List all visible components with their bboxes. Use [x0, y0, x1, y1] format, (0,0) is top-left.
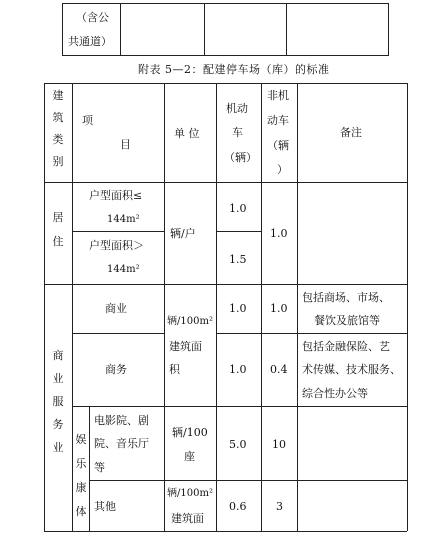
- commercial-row3-motor: 5.0: [229, 438, 247, 451]
- commercial-row1-remark-2: 餐饮及旅馆等: [314, 314, 380, 327]
- residential-item1-line1: 户型面积≤: [89, 189, 143, 202]
- rule: [44, 284, 407, 285]
- rule: [297, 83, 298, 531]
- header-item-a: 项: [82, 114, 93, 127]
- commercial-row3-item-2: 院、音乐厅: [94, 437, 149, 450]
- rule: [72, 231, 164, 232]
- commercial-unit-line1: 辆/100m²: [167, 316, 213, 327]
- commercial-row4-unit-1: 辆/100m²: [167, 488, 213, 499]
- entertainment-category: 娱 乐 康 体: [75, 433, 87, 518]
- rule: [72, 333, 164, 334]
- commercial-row4-motor: 0.6: [229, 500, 247, 513]
- table-caption: 附表 5—2：配建停车场（库）的标准: [138, 63, 330, 76]
- residential-item2-line1: 户型面积＞: [89, 239, 144, 252]
- commercial-row1-motor: 1.0: [229, 302, 247, 315]
- commercial-row2-motor: 1.0: [229, 363, 247, 376]
- rule: [89, 406, 90, 531]
- commercial-row2-remark-3: 综合性办公等: [302, 387, 368, 400]
- commercial-row2-remark-2: 术传媒、技术服务、: [302, 363, 401, 376]
- residential-item2-line2: 144m²: [107, 264, 140, 275]
- commercial-row4-nonmotor: 3: [276, 500, 283, 513]
- commercial-row4-unit-2: 建筑面: [171, 512, 204, 525]
- commercial-row3-unit-1: 辆/100: [172, 426, 208, 439]
- residential-nonmotor: 1.0: [270, 227, 288, 240]
- rule: [44, 182, 407, 183]
- rule: [62, 55, 389, 56]
- rule: [286, 3, 287, 56]
- rule: [120, 3, 121, 56]
- commercial-row3-item-3: 等: [94, 461, 105, 474]
- rule: [62, 3, 389, 4]
- rule: [44, 83, 45, 531]
- residential-motor1: 1.0: [229, 202, 247, 215]
- commercial-row4-item: 其他: [94, 500, 116, 513]
- commercial-row1-remark-1: 包括商场、市场、: [302, 291, 390, 304]
- rule: [44, 83, 407, 84]
- header-category: 建 筑 类 别: [52, 89, 64, 168]
- rule: [62, 3, 63, 56]
- commercial-row1-nonmotor: 1.0: [270, 302, 288, 315]
- commercial-row3-nonmotor: 10: [272, 438, 286, 451]
- rule: [204, 3, 205, 56]
- commercial-row2-item: 商务: [105, 363, 127, 376]
- commercial-unit-line3: 积: [169, 363, 180, 376]
- rule: [216, 333, 407, 334]
- rule: [164, 83, 165, 531]
- commercial-unit-line2: 建筑面: [169, 340, 202, 353]
- commercial-row1-item: 商业: [105, 302, 127, 315]
- commercial-row2-nonmotor: 0.4: [270, 363, 288, 376]
- residential-item1-line2: 144m²: [107, 214, 140, 225]
- rule: [72, 83, 73, 531]
- header-unit: 单 位: [174, 127, 200, 140]
- rule: [261, 83, 262, 531]
- rule: [44, 531, 407, 532]
- rule: [388, 3, 389, 56]
- header-nonmotor-1: 非机: [267, 89, 289, 102]
- header-motor-1: 机动: [226, 102, 248, 115]
- rule: [216, 231, 261, 232]
- rule: [216, 83, 217, 531]
- residential-unit: 辆/户: [170, 227, 196, 240]
- header-item-b: 目: [120, 138, 131, 151]
- rule: [407, 83, 408, 531]
- top-fragment-line1: （含公: [76, 11, 109, 24]
- residential-category: 居 住: [52, 211, 64, 248]
- header-motor-3: （辆）: [224, 151, 257, 164]
- header-motor-2: 车: [232, 126, 243, 139]
- top-fragment-line2: 共通道）: [68, 35, 112, 48]
- commercial-row2-remark-1: 包括金融保险、艺: [302, 340, 390, 353]
- header-nonmotor-2: 动车: [267, 114, 289, 127]
- commercial-category: 商 业 服 务 业: [52, 349, 64, 454]
- rule: [72, 406, 407, 407]
- header-nonmotor-4: ）: [277, 163, 288, 176]
- residential-motor2: 1.5: [229, 253, 247, 266]
- commercial-row3-unit-2: 座: [184, 450, 195, 463]
- header-nonmotor-3: （辆: [267, 139, 289, 152]
- commercial-row3-item-1: 电影院、剧: [94, 414, 149, 427]
- header-remark: 备注: [340, 126, 362, 139]
- rule: [89, 480, 407, 481]
